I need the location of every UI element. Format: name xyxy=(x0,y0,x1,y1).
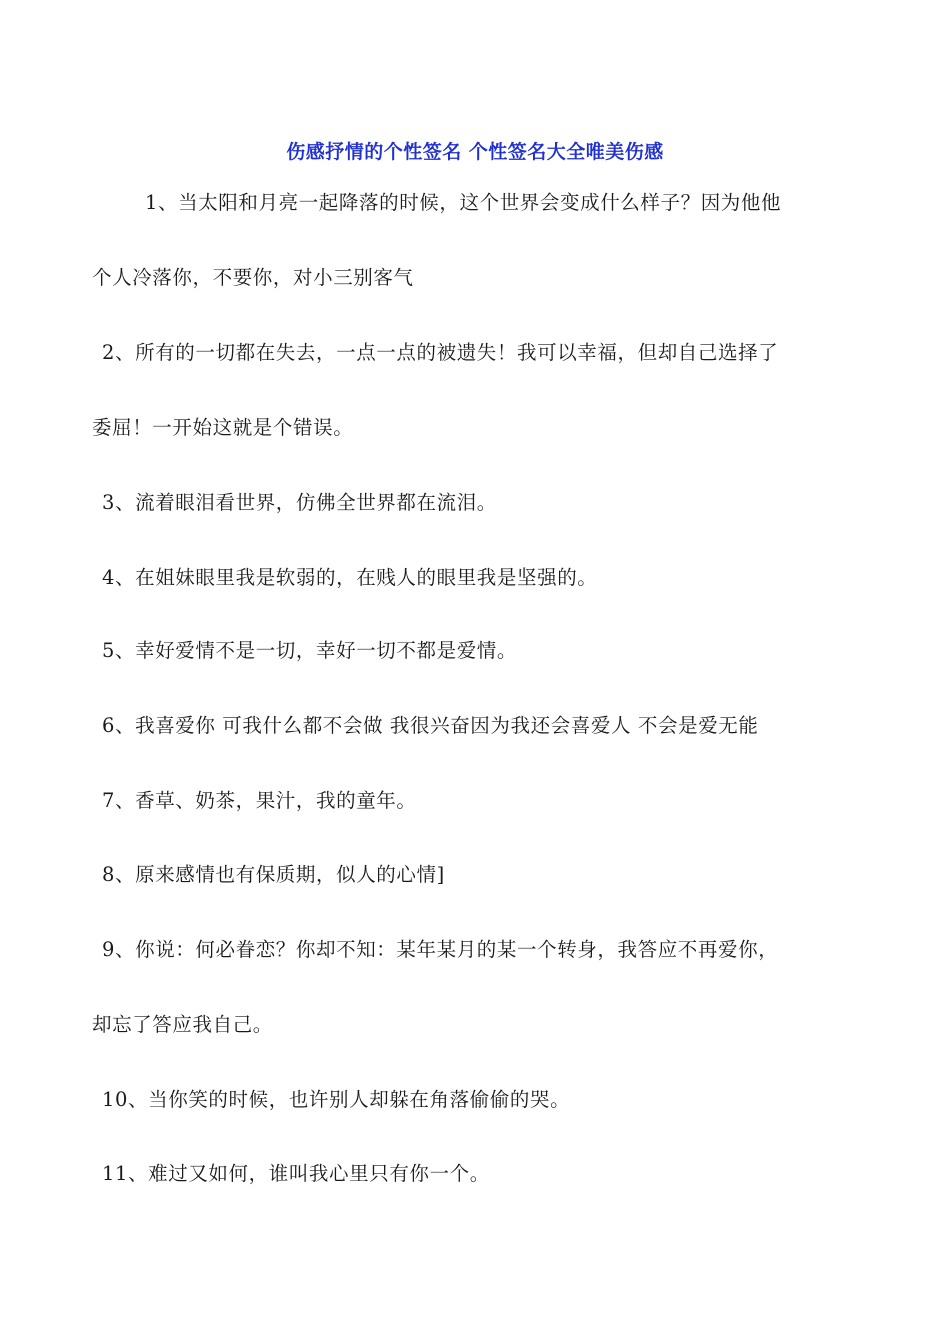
paragraph-line-7: 7、香草、奶茶，果汁，我的童年。 xyxy=(102,789,417,812)
paragraph-line-6: 6、我喜爱你 可我什么都不会做 我很兴奋因为我还会喜爱人 不会是爱无能 xyxy=(102,714,759,737)
paragraph-line-2: 2、所有的一切都在失去，一点一点的被遗失！我可以幸福，但却自己选择了 xyxy=(102,341,779,364)
paragraph-line-8: 8、原来感情也有保质期，似人的心情] xyxy=(102,863,445,886)
paragraph-line-3: 3、流着眼泪看世界，仿佛全世界都在流泪。 xyxy=(102,491,497,514)
paragraph-line-2-cont: 委屈！一开始这就是个错误。 xyxy=(92,416,354,439)
paragraph-line-1-cont: 个人冷落你，不要你，对小三别客气 xyxy=(92,266,414,289)
paragraph-line-4: 4、在姐妹眼里我是软弱的，在贱人的眼里我是坚强的。 xyxy=(102,566,598,589)
paragraph-line-11: 11、难过又如何，谁叫我心里只有你一个。 xyxy=(102,1162,490,1185)
paragraph-line-9: 9、你说：何必眷恋？你却不知：某年某月的某一个转身，我答应不再爱你， xyxy=(102,938,779,961)
paragraph-line-5: 5、幸好爱情不是一切，幸好一切不都是爱情。 xyxy=(102,639,518,662)
paragraph-line-10: 10、当你笑的时候，也许别人却躲在角落偷偷的哭。 xyxy=(102,1088,571,1111)
paragraph-line-9-cont: 却忘了答应我自己。 xyxy=(92,1013,273,1036)
document-title: 伤感抒情的个性签名 个性签名大全唯美伤感 xyxy=(286,141,664,163)
paragraph-line-1: 1、当太阳和月亮一起降落的时候，这个世界会变成什么样子？因为他他 xyxy=(145,191,782,214)
